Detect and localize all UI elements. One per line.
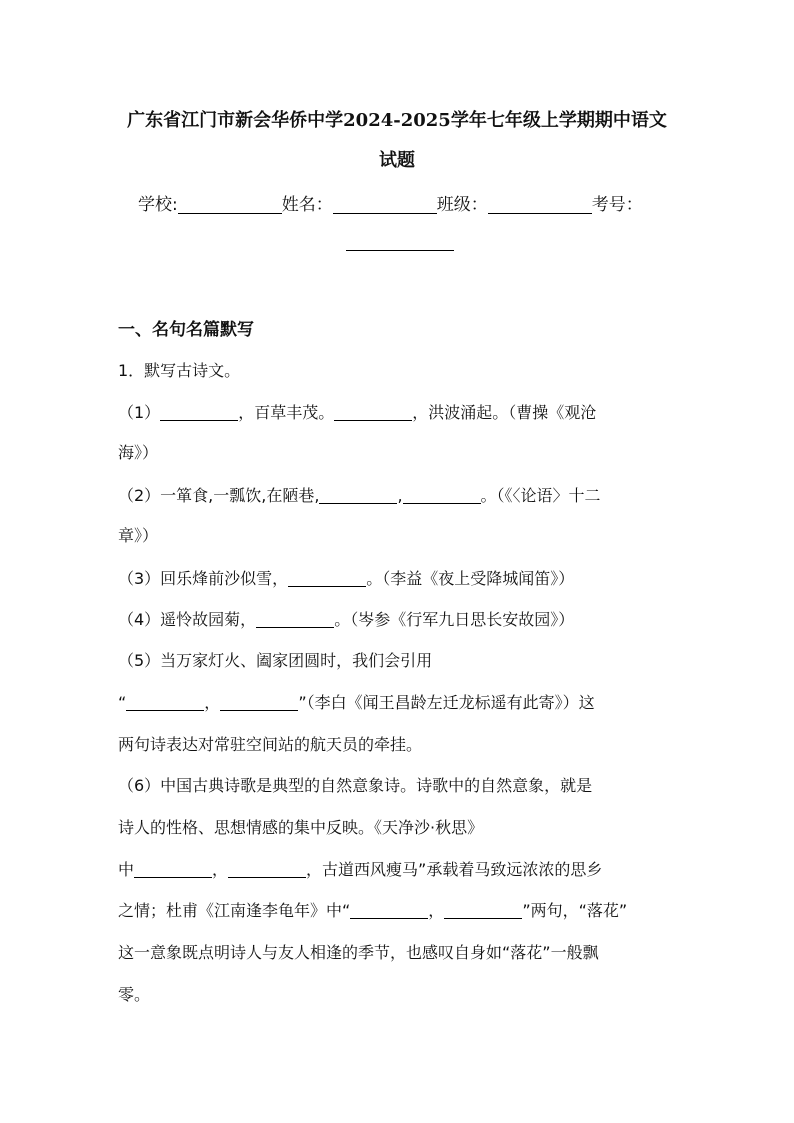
item-6-text: 之情；杜甫《江南逢李龟年》中“ <box>118 901 351 920</box>
item-5-text: ， <box>204 693 221 712</box>
fill-blank[interactable] <box>256 611 334 628</box>
item-1-text: ，百草丰茂。 <box>238 403 335 422</box>
item-5-line2 <box>118 690 595 713</box>
item-6-text: ”两句，“落花” <box>522 901 628 920</box>
class-blank[interactable] <box>488 195 592 214</box>
item-5-text: “ <box>118 693 127 712</box>
exam-no-label: 考号： <box>591 195 643 215</box>
fill-blank[interactable] <box>403 487 481 504</box>
item-2-text: 。（《〈论语〉十二 <box>480 486 601 505</box>
item-2-text: , <box>397 486 403 505</box>
item-6-line2: 诗人的性格、思想情感的集中反映。《天净沙·秋思》 <box>118 818 484 837</box>
exam-title-line2: 试题 <box>379 150 415 171</box>
fill-blank[interactable] <box>228 861 306 878</box>
class-label: 班级： <box>436 195 488 215</box>
fill-blank[interactable] <box>220 694 298 711</box>
item-5-line1: （5）当万家灯火、阖家团圆时，我们会引用 <box>118 651 433 670</box>
item-6-text: 中 <box>118 860 135 879</box>
item-3-text: 。（李益《夜上受降城闻笛》） <box>366 569 575 588</box>
name-label: 姓名： <box>281 195 333 215</box>
item-6-text: ，古道西风瘦马”承载着马致远浓浓的思乡 <box>306 860 603 879</box>
fill-blank[interactable] <box>134 861 212 878</box>
item-3-text: （3）回乐烽前沙似雪， <box>118 569 289 588</box>
item-4-text: 。（岑参《行军九日思长安故园》） <box>334 610 575 629</box>
school-label: 学校: <box>138 195 178 215</box>
fill-blank[interactable] <box>350 902 428 919</box>
item-5-line3: 两句诗表达对常驻空间站的航天员的牵挂。 <box>118 735 423 754</box>
item-6-text: ， <box>428 901 445 920</box>
fill-blank[interactable] <box>319 487 397 504</box>
item-6-line5: 这一意象既点明诗人与友人相逢的季节，也感叹自身如“落花”一般飘 <box>118 943 599 962</box>
item-1-line1 <box>118 400 596 423</box>
exam-no-blank[interactable] <box>346 250 454 251</box>
item-3 <box>118 566 574 589</box>
item-6-line3 <box>118 857 602 880</box>
student-info-row <box>138 190 643 215</box>
item-4-text: （4）遥怜故园菊， <box>118 610 257 629</box>
item-1-text: ，洪波涌起。（曹操《观沧 <box>412 403 597 422</box>
section-heading: 一、名句名篇默写 <box>118 320 254 340</box>
item-2-line1 <box>118 483 601 506</box>
item-6-line6: 零。 <box>118 985 151 1004</box>
question-1: 1．默写古诗文。 <box>118 361 241 380</box>
fill-blank[interactable] <box>334 404 412 421</box>
name-blank[interactable] <box>333 195 437 214</box>
item-4 <box>118 607 574 630</box>
item-6-line4 <box>118 898 627 921</box>
item-6-text: ， <box>212 860 229 879</box>
item-2-line2: 章》） <box>118 526 159 545</box>
item-2-text: （2）一箪食,一瓢饮,在陋巷, <box>118 486 320 505</box>
item-1-line2: 海》） <box>118 443 159 462</box>
fill-blank[interactable] <box>160 404 238 421</box>
fill-blank[interactable] <box>444 902 522 919</box>
fill-blank[interactable] <box>126 694 204 711</box>
school-blank[interactable] <box>178 195 282 214</box>
item-1-number: （1） <box>118 403 161 422</box>
item-5-text: ”（李白《闻王昌龄左迁龙标遥有此寄》）这 <box>298 693 595 712</box>
fill-blank[interactable] <box>288 570 366 587</box>
item-6-line1: （6）中国古典诗歌是典型的自然意象诗。诗歌中的自然意象，就是 <box>118 776 593 795</box>
exam-title-line1: 广东省江门市新会华侨中学2024-2025学年七年级上学期期中语文 <box>127 110 667 131</box>
